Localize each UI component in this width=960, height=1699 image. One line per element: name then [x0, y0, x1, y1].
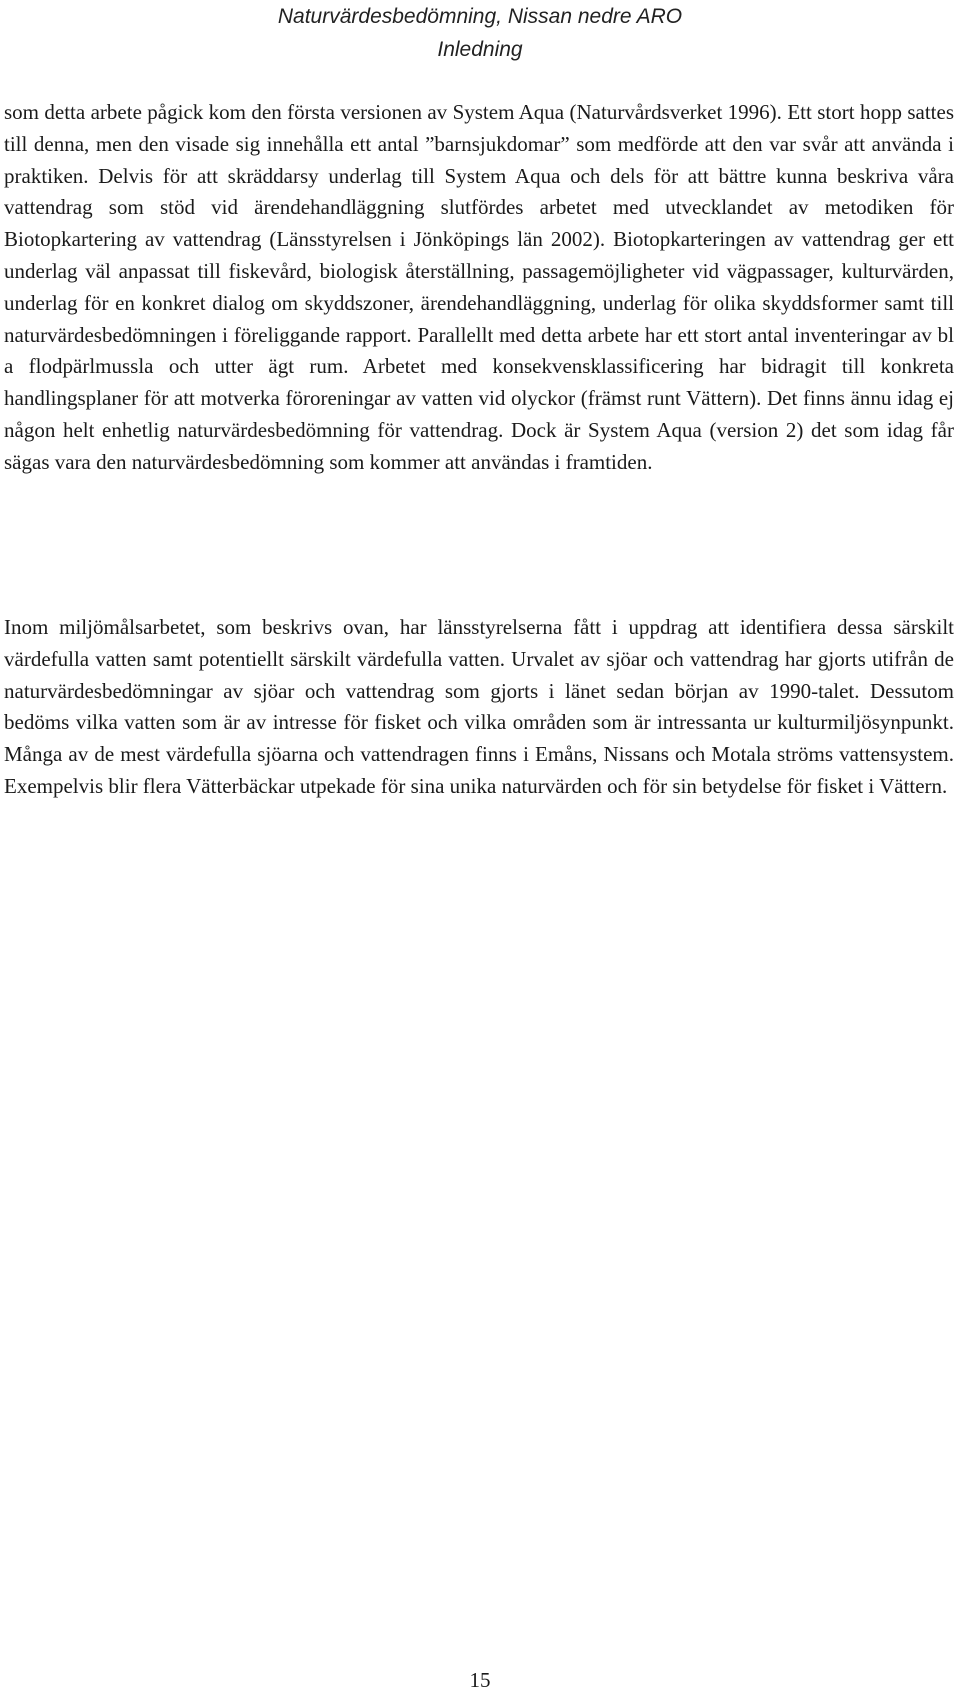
body-paragraph-2: Inom miljömålsarbetet, som beskrivs ovan, har länsstyrelserna fått i uppdrag att identifiera dessa särskilt värdefulla vatten samt potentiellt särskilt värdefulla vatten. Urvalet av sjöar och vattendrag har gjorts utifrån de naturvärdesbedömningar av sjöar och vattendrag som gjorts i länet sedan början av 1990-talet. Dessutom bedöms vilka vatten som är av intresse för fisket och vilka områden som är intressanta ur kulturmiljösynpunkt. Många av de mest värdefulla sjöarna och vattendragen finns i Emåns, Nissans och Motala ströms vattensystem. Exempelvis blir flera Vätterbäckar utpekade för sina unika naturvärden och för sin betydelse för fisket i Vättern. [4, 615, 954, 798]
body-paragraph-1: som detta arbete pågick kom den första versionen av System Aqua (Naturvårdsverket 1996). Ett stort hopp sattes till denna, men den visade sig innehålla ett antal ”barnsjukdomar” som medförde att den var svår att använda i praktiken. Delvis för att skräddarsy underlag till System Aqua och dels för att bättre kunna beskriva våra vattendrag som stöd vid ärendehandläggning slutfördes arbetet med utvecklandet av metodiken för Biotopkartering av vattendrag (Länsstyrelsen i Jönköpings län 2002). Biotopkarteringen av vattendrag ger ett underlag väl anpassat till fiskevård, biologisk återställning, passagemöjligheter vid vägpassager, kulturvärden, underlag för en konkret dialog om skyddszoner, ärendehandläggning, underlag för olika skyddsformer samt till naturvärdesbedömningen i föreliggande rapport. Parallellt med detta arbete har ett stort antal inventeringar av bl a flodpärlmussla och utter ägt rum. Arbetet med konsekvensklassificering har bidragit till konkreta handlingsplaner för att motverka föroreningar av vatten vid olyckor (främst runt Vättern). Det finns ännu idag ej någon helt enhetlig naturvärdesbedömning för vattendrag. Dock är System Aqua (version 2) det som idag får sägas vara den naturvärdesbedömning som kommer att användas i framtiden. [4, 100, 954, 474]
running-header [0, 0, 960, 66]
document-title: Naturvärdesbedömning, Nissan nedre ARO [277, 5, 683, 28]
section-title: Inledning [437, 38, 523, 61]
page-number: 15 [469, 1668, 491, 1692]
